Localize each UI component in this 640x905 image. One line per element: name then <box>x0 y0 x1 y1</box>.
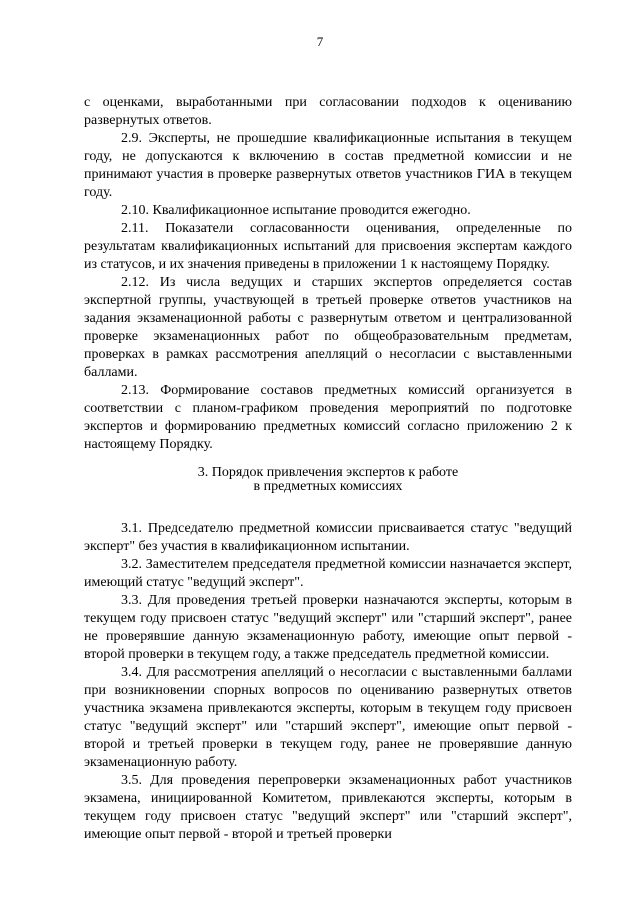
paragraph-2-13: 2.13. Формирование составов предметных комиссий организуется в соответствии с планом-графиком проведения мероприятий по подготовке экспертов и формированию предметных комиссий согласно приложению 2 к настоящему Порядку. <box>84 383 572 452</box>
paragraph-3-1: 3.1. Председателю предметной комиссии присваивается статус "ведущий эксперт" без участия в квалификационном испытании. <box>84 521 572 554</box>
section-heading-line-2: в предметных комиссиях <box>253 479 403 494</box>
document-body <box>84 94 572 844</box>
paragraph-2-11: 2.11. Показатели согласованности оценивания, определенные по результатам квалификационных испытаний для присвоения экспертам каждого из статусов, и их значения приведены в приложении 1 к настоящему Порядку. <box>84 221 572 272</box>
paragraph-3-3: 3.3. Для проведения третьей проверки назначаются эксперты, которым в текущем году присвоен статус "ведущий эксперт" или "старший эксперт", ранее не проверявшие данную экзаменационную работу, имеющие опыт первой - второй проверки в текущем году, а также председатель предметной комиссии. <box>84 593 572 662</box>
paragraph-3-4: 3.4. Для рассмотрения апелляций о несогласии с выставленными баллами при возникновении спорных вопросов по оцениванию развернутых ответов участника экзамена привлекаются эксперты, которым в текущем году присвоен статус "ведущий эксперт" или "старший эксперт", имеющие опыт первой - второй и третьей проверки в текущем году, ранее не проверявшие данную экзаменационную работу. <box>84 665 572 770</box>
paragraph-2-9: 2.9. Эксперты, не прошедшие квалификационные испытания в текущем году, не допускаются к включению в состав предметной комиссии и не принимают участия в проверке развернутых ответов участников ГИА в текущем году. <box>84 131 572 200</box>
paragraph-2-10: 2.10. Квалификационное испытание проводится ежегодно. <box>121 203 471 218</box>
section-heading-line-1: 3. Порядок привлечения экспертов к работе <box>197 465 459 480</box>
page-number: 7 <box>316 34 324 49</box>
paragraph-3-5: 3.5. Для проведения перепроверки экзаменационных работ участников экзамена, инициированной Комитетом, привлекаются эксперты, которым в текущем году присвоен статус "ведущий эксперт" или "старший эксперт", имеющие опыт первой - второй и третьей проверки <box>84 773 572 842</box>
paragraph-2-12: 2.12. Из числа ведущих и старших экспертов определяется состав экспертной группы, участвующей в третьей проверке ответов участников на задания экзаменационной работы с развернутым ответом и централизованной проверке экзаменационных работ по общеобразовательным предметам, проверках в рамках рассмотрения апелляций о несогласии с выставленными баллами. <box>84 275 572 380</box>
section-heading <box>84 466 572 494</box>
paragraph-continuation: с оценками, выработанными при согласовании подходов к оцениванию развернутых ответов. <box>84 95 572 128</box>
paragraph-3-2: 3.2. Заместителем председателя предметной комиссии назначается эксперт, имеющий статус "ведущий эксперт". <box>84 557 572 590</box>
